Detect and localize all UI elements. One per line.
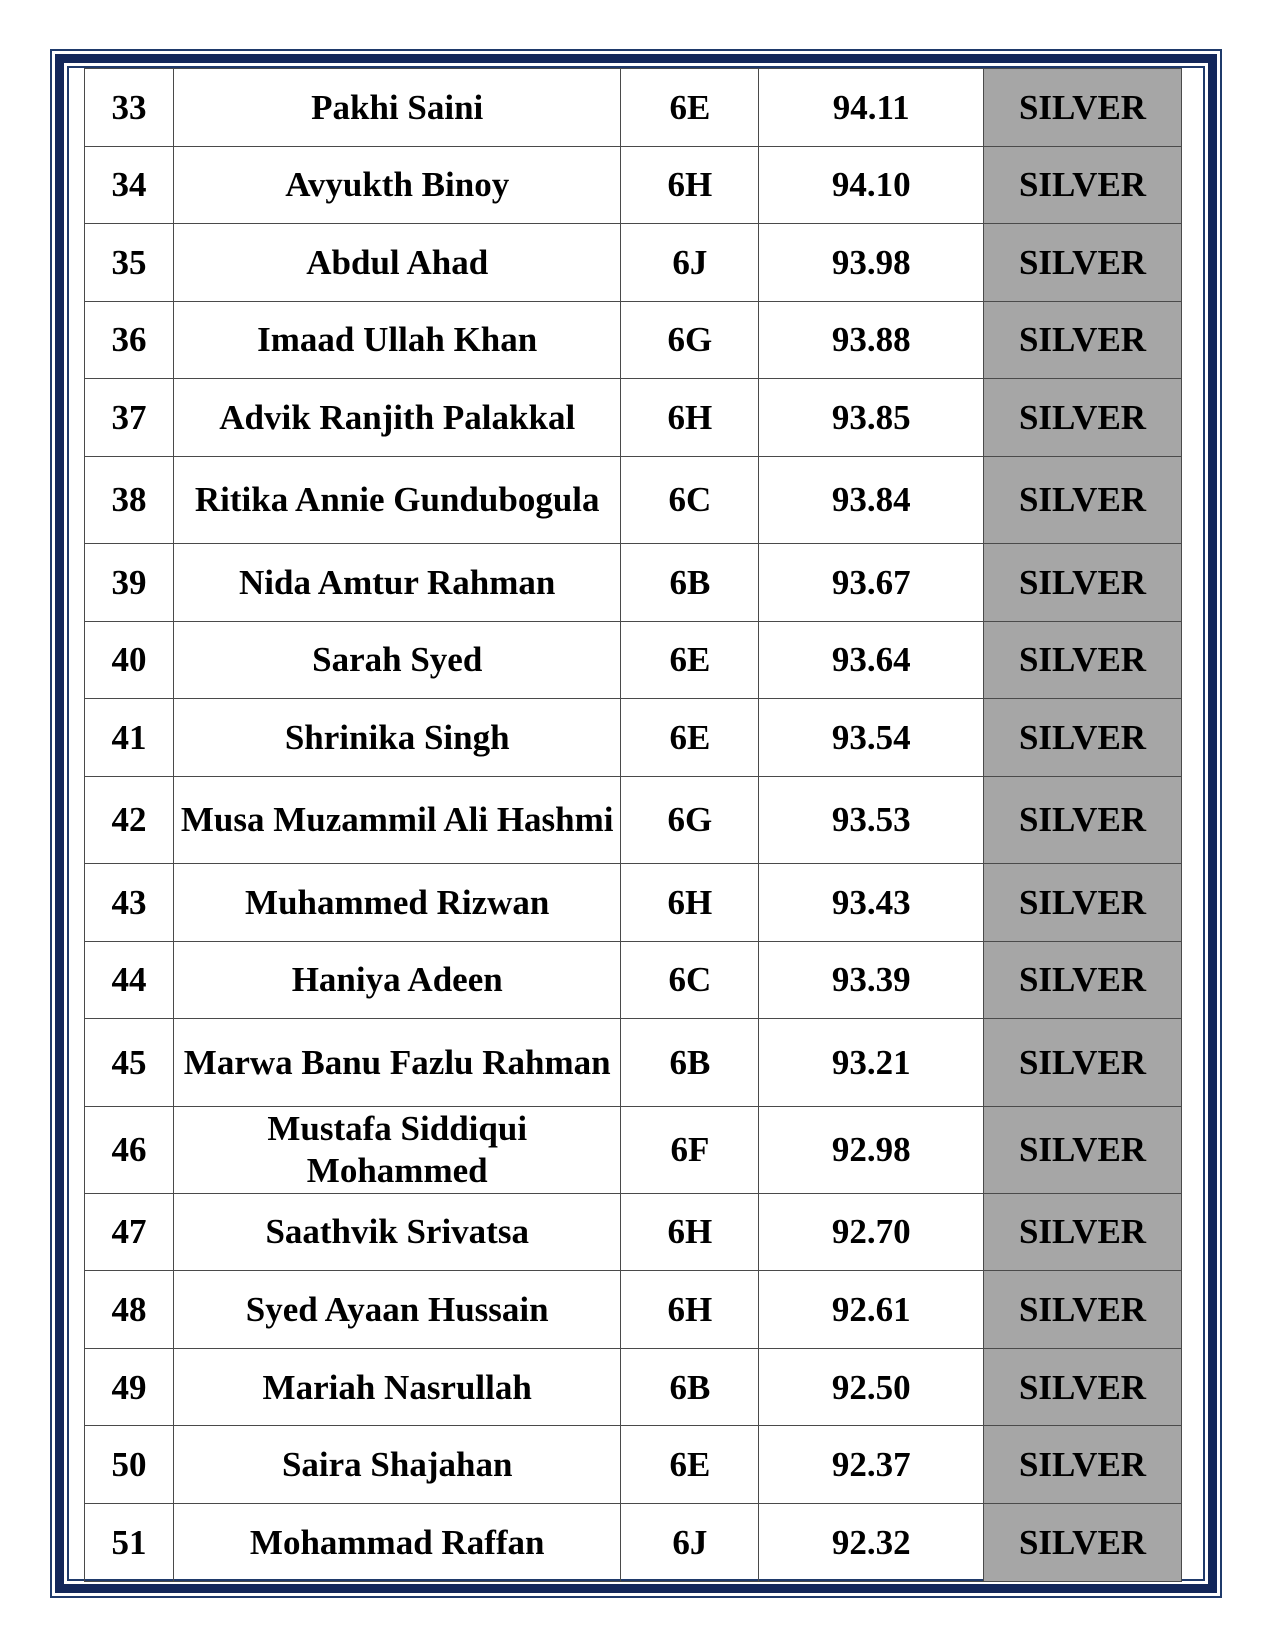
student-name-cell: Advik Ranjith Palakkal <box>173 379 621 457</box>
student-name-cell: Pakhi Saini <box>173 69 621 147</box>
rank-cell: 44 <box>85 941 174 1019</box>
student-name-cell: Shrinika Singh <box>173 699 621 777</box>
class-cell: 6H <box>621 1193 759 1271</box>
rank-cell: 51 <box>85 1504 174 1582</box>
class-cell: 6J <box>621 1504 759 1582</box>
class-cell: 6J <box>621 224 759 302</box>
rank-cell: 33 <box>85 69 174 147</box>
table-row <box>85 941 1182 1019</box>
student-name-cell: Muhammed Rizwan <box>173 864 621 942</box>
student-name-cell: Syed Ayaan Hussain <box>173 1271 621 1349</box>
award-cell: SILVER <box>984 1106 1182 1193</box>
rank-cell: 34 <box>85 146 174 224</box>
class-cell: 6G <box>621 776 759 863</box>
rank-cell: 49 <box>85 1348 174 1426</box>
class-cell: 6H <box>621 1271 759 1349</box>
award-cell: SILVER <box>984 941 1182 1019</box>
rank-cell: 36 <box>85 301 174 379</box>
award-cell: SILVER <box>984 1504 1182 1582</box>
table-row <box>85 776 1182 863</box>
score-cell: 92.32 <box>759 1504 984 1582</box>
student-name-cell: Imaad Ullah Khan <box>173 301 621 379</box>
table-row <box>85 1193 1182 1271</box>
table-row <box>85 621 1182 699</box>
table-row <box>85 301 1182 379</box>
table-row <box>85 224 1182 302</box>
rank-cell: 40 <box>85 621 174 699</box>
score-cell: 93.84 <box>759 456 984 543</box>
award-cell: SILVER <box>984 864 1182 942</box>
table-row <box>85 456 1182 543</box>
score-cell: 92.98 <box>759 1106 984 1193</box>
award-cell: SILVER <box>984 379 1182 457</box>
award-cell: SILVER <box>984 776 1182 863</box>
score-cell: 94.11 <box>759 69 984 147</box>
class-cell: 6H <box>621 146 759 224</box>
score-cell: 93.21 <box>759 1019 984 1106</box>
rank-cell: 38 <box>85 456 174 543</box>
class-cell: 6E <box>621 69 759 147</box>
score-cell: 93.39 <box>759 941 984 1019</box>
class-cell: 6G <box>621 301 759 379</box>
student-name-cell: Nida Amtur Rahman <box>173 544 621 622</box>
award-cell: SILVER <box>984 301 1182 379</box>
rank-cell: 43 <box>85 864 174 942</box>
score-cell: 92.61 <box>759 1271 984 1349</box>
score-cell: 93.64 <box>759 621 984 699</box>
student-name-cell: Ritika Annie Gundubogula <box>173 456 621 543</box>
class-cell: 6C <box>621 456 759 543</box>
class-cell: 6H <box>621 864 759 942</box>
table-row <box>85 864 1182 942</box>
award-cell: SILVER <box>984 1348 1182 1426</box>
award-cell: SILVER <box>984 224 1182 302</box>
score-cell: 93.53 <box>759 776 984 863</box>
table-row <box>85 69 1182 147</box>
score-cell: 93.85 <box>759 379 984 457</box>
rank-cell: 46 <box>85 1106 174 1193</box>
class-cell: 6E <box>621 1426 759 1504</box>
award-cell: SILVER <box>984 699 1182 777</box>
award-cell: SILVER <box>984 621 1182 699</box>
rank-cell: 42 <box>85 776 174 863</box>
class-cell: 6F <box>621 1106 759 1193</box>
table-row <box>85 1019 1182 1106</box>
results-table <box>84 68 1182 1582</box>
award-cell: SILVER <box>984 544 1182 622</box>
table-row <box>85 1348 1182 1426</box>
class-cell: 6E <box>621 621 759 699</box>
table-row <box>85 1106 1182 1193</box>
award-cell: SILVER <box>984 1426 1182 1504</box>
table-row <box>85 699 1182 777</box>
score-cell: 94.10 <box>759 146 984 224</box>
rank-cell: 48 <box>85 1271 174 1349</box>
table-row <box>85 146 1182 224</box>
award-cell: SILVER <box>984 69 1182 147</box>
score-cell: 92.70 <box>759 1193 984 1271</box>
rank-cell: 50 <box>85 1426 174 1504</box>
class-cell: 6C <box>621 941 759 1019</box>
score-cell: 93.67 <box>759 544 984 622</box>
score-cell: 93.98 <box>759 224 984 302</box>
rank-cell: 37 <box>85 379 174 457</box>
class-cell: 6B <box>621 1348 759 1426</box>
score-cell: 92.50 <box>759 1348 984 1426</box>
score-cell: 93.54 <box>759 699 984 777</box>
score-cell: 93.43 <box>759 864 984 942</box>
student-name-cell: Mariah Nasrullah <box>173 1348 621 1426</box>
rank-cell: 47 <box>85 1193 174 1271</box>
student-name-cell: Saira Shajahan <box>173 1426 621 1504</box>
student-name-cell: Musa Muzammil Ali Hashmi <box>173 776 621 863</box>
award-cell: SILVER <box>984 1019 1182 1106</box>
table-row <box>85 1271 1182 1349</box>
table-row <box>85 379 1182 457</box>
award-cell: SILVER <box>984 1193 1182 1271</box>
table-row <box>85 1504 1182 1582</box>
student-name-cell: Avyukth Binoy <box>173 146 621 224</box>
score-cell: 92.37 <box>759 1426 984 1504</box>
rank-cell: 41 <box>85 699 174 777</box>
award-cell: SILVER <box>984 456 1182 543</box>
rank-cell: 45 <box>85 1019 174 1106</box>
table-row <box>85 544 1182 622</box>
student-name-cell: Abdul Ahad <box>173 224 621 302</box>
student-name-cell: Mustafa Siddiqui Mohammed <box>173 1106 621 1193</box>
student-name-cell: Haniya Adeen <box>173 941 621 1019</box>
class-cell: 6B <box>621 544 759 622</box>
rank-cell: 35 <box>85 224 174 302</box>
award-cell: SILVER <box>984 146 1182 224</box>
class-cell: 6B <box>621 1019 759 1106</box>
student-name-cell: Saathvik Srivatsa <box>173 1193 621 1271</box>
score-cell: 93.88 <box>759 301 984 379</box>
class-cell: 6E <box>621 699 759 777</box>
award-cell: SILVER <box>984 1271 1182 1349</box>
student-name-cell: Marwa Banu Fazlu Rahman <box>173 1019 621 1106</box>
table-row <box>85 1426 1182 1504</box>
class-cell: 6H <box>621 379 759 457</box>
student-name-cell: Mohammad Raffan <box>173 1504 621 1582</box>
rank-cell: 39 <box>85 544 174 622</box>
student-name-cell: Sarah Syed <box>173 621 621 699</box>
